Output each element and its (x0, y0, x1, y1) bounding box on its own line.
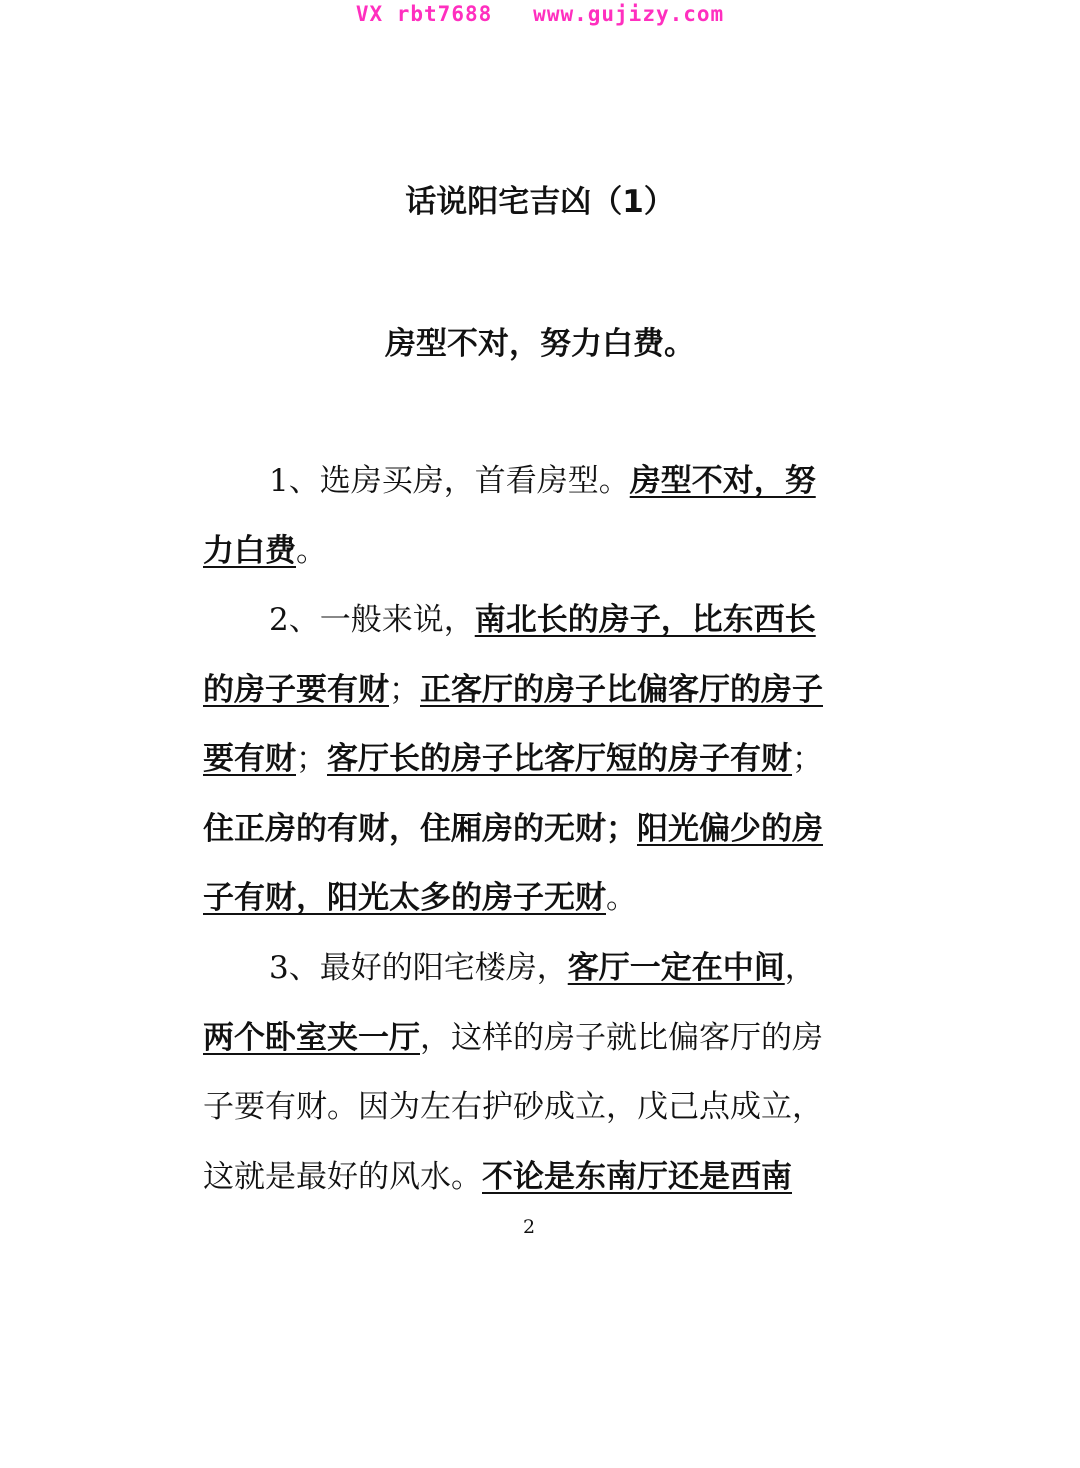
paragraph-line (203, 517, 868, 587)
document-subtitle: 房型不对，努力白费。 (385, 326, 695, 362)
underlined-text: 正客厅的房子比偏客厅的房子 (420, 671, 823, 708)
text-run: 这就是最好的风水。 (203, 1158, 482, 1195)
text-run: ； (792, 741, 823, 777)
paragraph-line (203, 586, 868, 656)
text-run: 3、最好的阳宅楼房， (269, 950, 568, 986)
page-number: 2 (522, 1216, 536, 1238)
paragraph-line (203, 795, 868, 865)
underlined-text: 要有财 (203, 741, 296, 777)
text-run: ； (296, 741, 327, 777)
paragraph-line (203, 656, 868, 726)
underlined-text: 力白费 (203, 532, 296, 569)
underlined-text: 子有财，阳光太多的房子无财 (203, 880, 606, 916)
text-run: ， (784, 950, 816, 986)
bold-text: 住正房的有财，住厢房的无财； (203, 810, 637, 847)
underlined-text: 客厅一定在中间 (567, 950, 785, 986)
paragraph-line (203, 1004, 868, 1074)
text-run: 。 (296, 532, 327, 569)
paragraph-line (203, 1073, 868, 1143)
document-title: 话说阳宅吉凶（1） (405, 184, 675, 220)
paragraph-3 (203, 934, 868, 1212)
text-run: 1、选房买房，首看房型。 (269, 463, 630, 499)
underlined-text: 不论是东南厅还是西南 (482, 1158, 792, 1195)
underlined-text: 房型不对，努 (629, 463, 816, 499)
text-run: ，这样的房子就比偏客厅的房 (420, 1019, 823, 1056)
paragraph-1 (203, 447, 868, 586)
paragraph-line (203, 864, 868, 934)
text-run: 2、一般来说， (269, 602, 475, 638)
underlined-text: 的房子要有财 (203, 671, 389, 708)
paragraph-2 (203, 586, 868, 934)
paragraph-line (203, 447, 868, 517)
text-run: 子要有财。因为左右护砂成立，戊己点成立， (203, 1089, 823, 1125)
paragraph-line (203, 934, 868, 1004)
underlined-text: 南北长的房子，比东西长 (474, 602, 816, 638)
text-run: ； (389, 671, 420, 708)
underlined-text: 客厅长的房子比客厅短的房子有财 (327, 741, 792, 777)
paragraph-line (203, 1143, 868, 1213)
watermark-text: VX rbt7688 www.gujizy.com (355, 2, 725, 26)
paragraph-line (203, 725, 868, 795)
underlined-text: 阳光偏少的房 (637, 810, 823, 847)
underlined-text: 两个卧室夹一厅 (203, 1019, 420, 1056)
text-run: 。 (606, 880, 637, 916)
